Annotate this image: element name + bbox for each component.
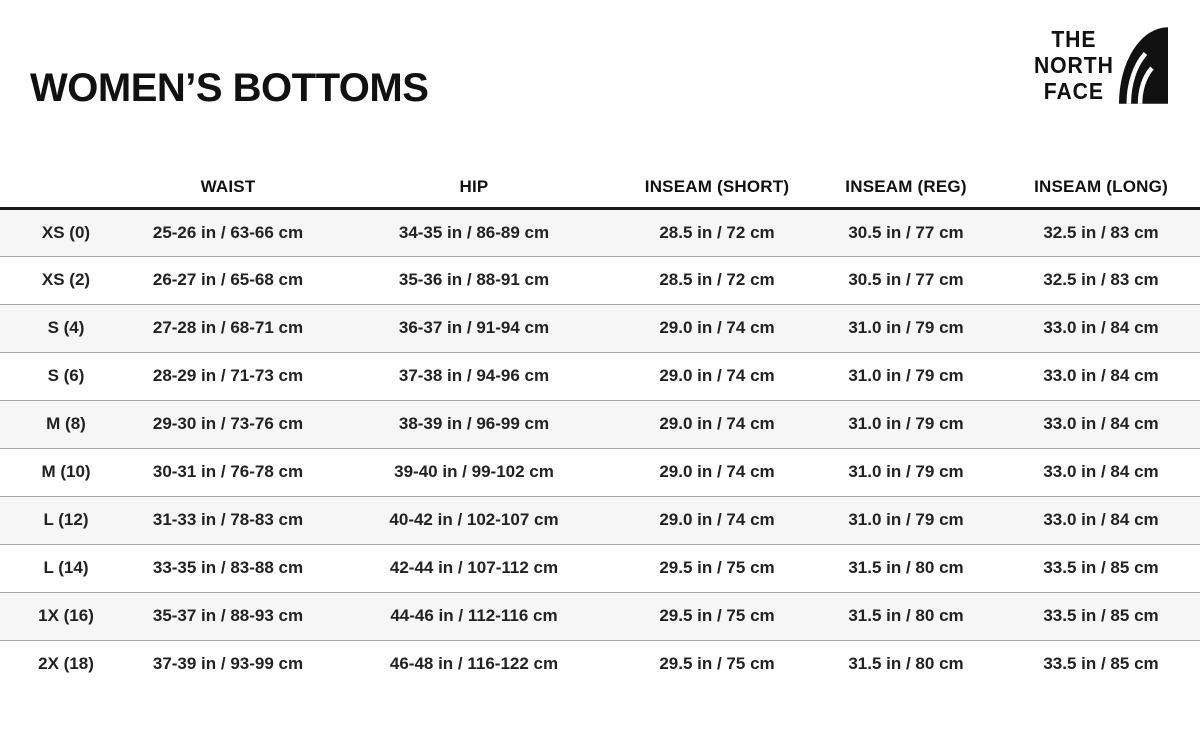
inseam-reg-cell: 31.0 in / 79 cm bbox=[810, 496, 1002, 544]
size-cell: S (4) bbox=[0, 304, 132, 352]
table-row bbox=[0, 208, 1200, 256]
waist-cell: 29-30 in / 73-76 cm bbox=[132, 400, 324, 448]
waist-cell: 26-27 in / 65-68 cm bbox=[132, 256, 324, 304]
logo-line-face: FACE bbox=[1044, 78, 1105, 104]
table-row bbox=[0, 544, 1200, 592]
waist-cell: 30-31 in / 76-78 cm bbox=[132, 448, 324, 496]
inseam-reg-cell: 31.0 in / 79 cm bbox=[810, 304, 1002, 352]
hip-cell: 46-48 in / 116-122 cm bbox=[324, 640, 624, 688]
waist-cell: 27-28 in / 68-71 cm bbox=[132, 304, 324, 352]
table-row bbox=[0, 256, 1200, 304]
waist-cell: 33-35 in / 83-88 cm bbox=[132, 544, 324, 592]
size-cell: 2X (18) bbox=[0, 640, 132, 688]
inseam-short-column-header: INSEAM (SHORT) bbox=[624, 168, 810, 208]
half-dome-icon bbox=[1119, 27, 1168, 104]
inseam-reg-cell: 31.0 in / 79 cm bbox=[810, 352, 1002, 400]
logo-line-north: NORTH bbox=[1034, 52, 1114, 78]
inseam-long-cell: 33.5 in / 85 cm bbox=[1002, 544, 1200, 592]
hip-cell: 40-42 in / 102-107 cm bbox=[324, 496, 624, 544]
table-header-row bbox=[0, 168, 1200, 208]
waist-cell: 28-29 in / 71-73 cm bbox=[132, 352, 324, 400]
inseam-long-cell: 33.0 in / 84 cm bbox=[1002, 352, 1200, 400]
inseam-long-cell: 33.0 in / 84 cm bbox=[1002, 304, 1200, 352]
inseam-short-cell: 28.5 in / 72 cm bbox=[659, 222, 775, 242]
table-row bbox=[0, 352, 1200, 400]
inseam-short-cell: 29.0 in / 74 cm bbox=[624, 304, 810, 352]
inseam-short-cell: 29.5 in / 75 cm bbox=[624, 640, 810, 688]
inseam-short-cell: 29.0 in / 74 cm bbox=[624, 448, 810, 496]
inseam-long-cell: 32.5 in / 83 cm bbox=[1043, 222, 1159, 242]
size-cell: 1X (16) bbox=[0, 592, 132, 640]
hip-cell: 42-44 in / 107-112 cm bbox=[324, 544, 624, 592]
size-chart-table bbox=[0, 168, 1200, 688]
inseam-reg-cell: 30.5 in / 77 cm bbox=[810, 256, 1002, 304]
hip-cell: 36-37 in / 91-94 cm bbox=[324, 304, 624, 352]
inseam-reg-cell: 31.0 in / 79 cm bbox=[810, 448, 1002, 496]
waist-cell: 25-26 in / 63-66 cm bbox=[152, 222, 304, 242]
north-face-logo bbox=[1027, 27, 1168, 104]
inseam-reg-cell: 31.5 in / 80 cm bbox=[810, 592, 1002, 640]
north-face-logo-text bbox=[1034, 27, 1114, 104]
inseam-short-cell: 28.5 in / 72 cm bbox=[624, 256, 810, 304]
table-row bbox=[0, 496, 1200, 544]
hip-cell: 34-35 in / 86-89 cm bbox=[398, 222, 550, 242]
inseam-reg-cell: 31.5 in / 80 cm bbox=[810, 544, 1002, 592]
waist-cell: 37-39 in / 93-99 cm bbox=[132, 640, 324, 688]
waist-cell: 35-37 in / 88-93 cm bbox=[132, 592, 324, 640]
inseam-long-cell: 33.5 in / 85 cm bbox=[1002, 640, 1200, 688]
inseam-short-cell: 29.0 in / 74 cm bbox=[624, 496, 810, 544]
table-row bbox=[0, 640, 1200, 688]
size-cell: L (14) bbox=[0, 544, 132, 592]
table-row bbox=[0, 592, 1200, 640]
size-cell: L (12) bbox=[0, 496, 132, 544]
inseam-short-cell: 29.5 in / 75 cm bbox=[624, 544, 810, 592]
size-column-header bbox=[0, 168, 132, 208]
hip-cell: 37-38 in / 94-96 cm bbox=[324, 352, 624, 400]
inseam-short-cell: 29.5 in / 75 cm bbox=[624, 592, 810, 640]
logo-line-the: THE bbox=[1051, 26, 1097, 52]
inseam-long-cell: 33.0 in / 84 cm bbox=[1002, 400, 1200, 448]
inseam-short-cell: 29.0 in / 74 cm bbox=[624, 352, 810, 400]
inseam-long-cell: 33.5 in / 85 cm bbox=[1002, 592, 1200, 640]
size-cell: XS (2) bbox=[0, 256, 132, 304]
size-cell: M (10) bbox=[0, 448, 132, 496]
size-cell: M (8) bbox=[0, 400, 132, 448]
table-row bbox=[0, 400, 1200, 448]
inseam-reg-cell: 30.5 in / 77 cm bbox=[848, 222, 964, 242]
inseam-short-cell: 29.0 in / 74 cm bbox=[624, 400, 810, 448]
inseam-reg-cell: 31.5 in / 80 cm bbox=[810, 640, 1002, 688]
size-cell: XS (0) bbox=[41, 222, 91, 242]
inseam-long-cell: 33.0 in / 84 cm bbox=[1002, 448, 1200, 496]
hip-cell: 39-40 in / 99-102 cm bbox=[324, 448, 624, 496]
hip-cell: 35-36 in / 88-91 cm bbox=[324, 256, 624, 304]
table-row bbox=[0, 448, 1200, 496]
hip-cell: 38-39 in / 96-99 cm bbox=[324, 400, 624, 448]
table-row bbox=[0, 304, 1200, 352]
inseam-long-column-header: INSEAM (LONG) bbox=[1002, 168, 1200, 208]
size-cell: S (6) bbox=[0, 352, 132, 400]
waist-cell: 31-33 in / 78-83 cm bbox=[132, 496, 324, 544]
hip-cell: 44-46 in / 112-116 cm bbox=[324, 592, 624, 640]
inseam-long-cell: 32.5 in / 83 cm bbox=[1002, 256, 1200, 304]
hip-column-header: HIP bbox=[324, 168, 624, 208]
page-title: WOMEN’S BOTTOMS bbox=[30, 66, 429, 110]
waist-column-header: WAIST bbox=[132, 168, 324, 208]
inseam-reg-column-header: INSEAM (REG) bbox=[810, 168, 1002, 208]
inseam-reg-cell: 31.0 in / 79 cm bbox=[810, 400, 1002, 448]
inseam-long-cell: 33.0 in / 84 cm bbox=[1002, 496, 1200, 544]
